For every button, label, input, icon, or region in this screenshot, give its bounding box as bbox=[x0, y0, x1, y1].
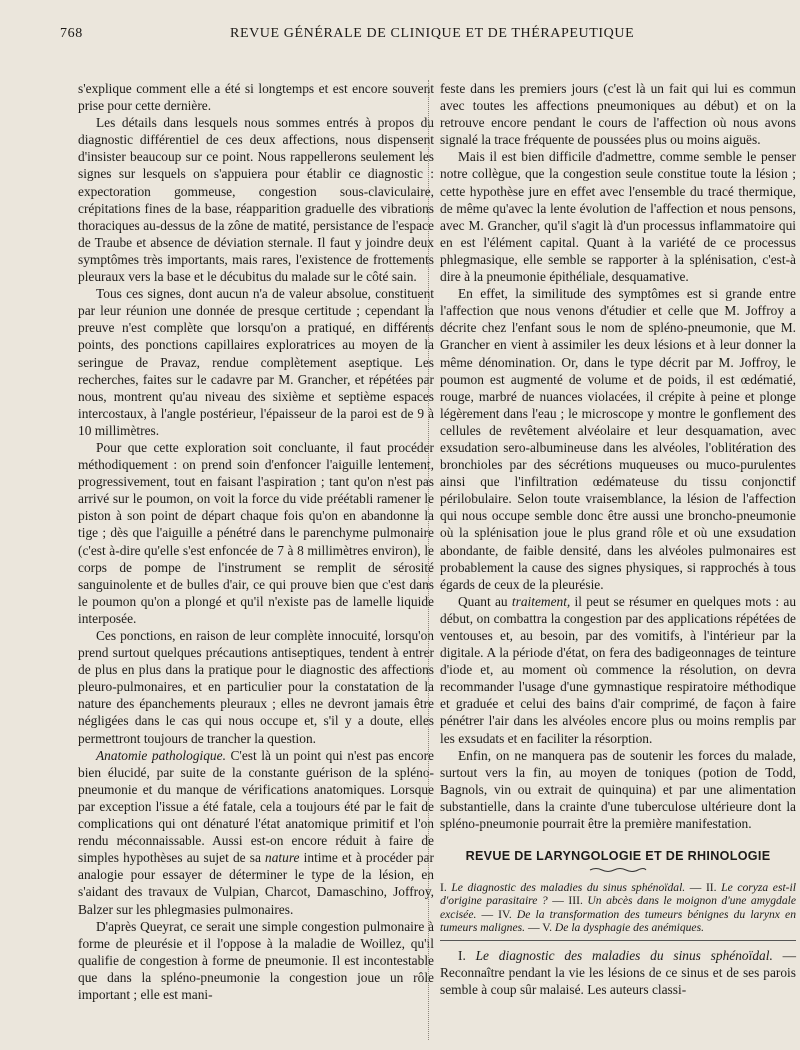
right-column bbox=[440, 80, 796, 998]
running-title: REVUE GÉNÉRALE DE CLINIQUE ET DE THÉRAPEUTIQUE bbox=[230, 26, 635, 41]
paragraph-sinus bbox=[440, 947, 796, 998]
toc-item: Le diagnostic des maladies du sinus sphénoïdal. bbox=[451, 881, 686, 895]
toc-item: Un abcès dans le moignon d'une amygdale excisée. bbox=[440, 894, 797, 921]
toc-number: — III. bbox=[552, 894, 583, 908]
section-header bbox=[440, 848, 796, 873]
text-run: I. bbox=[458, 948, 476, 964]
italic-word: traitement, bbox=[511, 593, 571, 609]
toc-number: — IV. bbox=[481, 907, 512, 921]
toc-item: De la dysphagie des anémiques. bbox=[554, 920, 704, 934]
section-title: REVUE DE LARYNGOLOGIE ET DE RHINOLOGIE bbox=[465, 849, 771, 864]
toc-item: De la transformation des tumeurs bénignes du larynx en tumeurs malignes. bbox=[440, 907, 796, 934]
text-run: C'est là un point qui n'est pas encore bien élucidé, par suite de la constante guérison de la spléno-pneumonie et du manque de vérifications anatomiques. Lorsque par exception l'issue a été fatale, cela a toujours été par le fait de complications qui ont dénaturé l'état anatomique primitif et l'on rendu méconnaissable. Aussi est-on encore réduit à faire de simples hypothèses au sujet de sa bbox=[78, 747, 434, 866]
page-number: 768 bbox=[60, 26, 83, 41]
text-run: — Reconnaître pendant la vie les lésions de ce sinus et de ses parois semble à coup sûr malaisé. Les auteurs classi- bbox=[440, 948, 796, 998]
left-column bbox=[78, 80, 434, 1003]
text-run: intime et à procéder par analogie pour essayer de déterminer le type de la lésion, en s'aidant des travaux de Vulpian, Charcot, Damaschino, Joffroy, Balzer sur les phlegmasies pulmonaires. bbox=[78, 850, 434, 917]
paragraph: Tous ces signes, dont aucun n'a de valeur absolue, constituent par leur réunion une donnée de presque certitude ; cependant la preuve n'est complète que lorsqu'on a pratiqué, en différents points, des ponctions capillaires exploratrices au moyen de la seringue de Pravaz, rendue complètement aseptique. Les recherches, faites sur le cadavre par M. Grancher, et répétées par nous, montrent qu'au niveau des sixième et septième espaces intercostaux, à l'angle postérieur, l'épaisseur de la paroi est de 9 à 10 millimètres. bbox=[78, 286, 434, 438]
paragraph: Ces ponctions, en raison de leur complète innocuité, lorsqu'on prend surtout quelques précautions antiseptiques, tendent à entrer de plus en plus dans la pratique pour le diagnostic des affections pleuro-pulmonaires, et en particulier pour la constatation de la nature des épanchements pleuraux ; elles ne devront jamais être négligées dans le cas qui nous occupe et, s'il y a doute, elles permettront toujours de trancher la question. bbox=[78, 628, 434, 746]
toc-number: I. bbox=[440, 881, 447, 895]
toc-number: — V. bbox=[527, 920, 552, 934]
paragraph: Les détails dans lesquels nous sommes entrés à propos du diagnostic différentiel de ces deux affections, nous dispensent d'insister beaucoup sur ce point. Nous rappellerons seulement les signes sur lesquels on s'appuiera pour établir ce diagnostic : expectoration gommeuse, congestion sous-claviculaire, crépitations fines de la base, réapparition graduelle des vibrations thoraciques au-dessus de la zône de matité, persistance de l'espace de Traube et absence de déviation sternale. Il faut y joindre deux symptômes très importants, mais rares, l'existence de frottements pleuraux vers la base et le décubitus du malade sur le côté sain. bbox=[78, 115, 434, 285]
paragraph-traitement bbox=[440, 593, 796, 747]
paragraph: D'après Queyrat, ce serait une simple congestion pulmonaire à forme de pleurésie et il l'oppose à la maladie de Woillez, qu'il qualifie de congestion à forme de pneumonie. Il est incontestable que dans la spléno-pneumonie la congestion joue un rôle important ; elle est mani- bbox=[78, 918, 434, 1002]
paragraph: Mais il est bien difficile d'admettre, comme semble le penser notre collègue, que la congestion seule constitue toute la lésion ; cette hypothèse jure en effet avec l'ensemble du tracé thermique, de même qu'avec la lente évolution de l'affection et nous pensons, avec M. Grancher, qu'il s'agit là d'un processus inflammatoire qui en est l'élément capital. Quant à la variété de ce processus phlegmasique, elle semble se rapporter à la splénisation, c'est-à dire à la pneumonie épithéliale, desquamative. bbox=[440, 149, 796, 285]
paragraph: Pour que cette exploration soit concluante, il faut procéder méthodiquement : on prend soin d'enfoncer l'aiguille lentement, progressivement, tout en faisant l'aspiration ; tant qu'on n'est pas arrivé sur le poumon, on voit la force du vide préétabli ramener le piston à son point de départ chaque fois qu'on en abandonne la tige ; dès que l'aiguille a pénétré dans le parenchyme pulmonaire (c'est à-dire qu'elle s'est enfoncée de 7 à 8 millimètres environ), le corps de pompe de l'instrument se remplit de sérosité sanguinolente et de bulles d'air, ce qui prouve bien que c'est dans le poumon qu'on a plongé et qu'il n'existe pas de lamelle liquide interposée. bbox=[78, 439, 434, 626]
paragraph: feste dans les premiers jours (c'est là un fait qui lui es commun avec toutes les affections pneumoniques au début) et on la retrouve encore pendant le cours de l'affection où nous avons signalé la trace fréquente de poussées plus ou moins aiguës. bbox=[440, 81, 796, 148]
page-header bbox=[60, 24, 770, 46]
italic-word: nature bbox=[265, 850, 300, 866]
toc-item: Le coryza est-il d'origine parasitaire ? bbox=[440, 881, 796, 908]
section-contents bbox=[440, 881, 796, 941]
paragraph: s'explique comment elle a été si longtemps et est encore souvent prise pour cette dernière. bbox=[78, 81, 434, 114]
column-divider bbox=[428, 80, 429, 1040]
paragraph: En effet, la similitude des symptômes est si grande entre l'affection que nous venons d'étudier et celle que M. Joffroy a décrite chez l'enfant sous le nom de spléno-pneumonie, que M. Grancher en vient à assimiler les deux lésions et à leur donner la même dénomination. Or, dans le type décrit par M. Joffroy, le poumon est augmenté de volume et de poids, il est œdématié, rouge, marbré de nuances violacées, il crépite à peine et plonge légèrement dans l'eau ; le microscope y montre le gonflement des cellules de revêtement alvéolaire et leur desquamation, avec exsudation sero-albumineuse dans les alvéoles, l'oblitération des bronchioles par des sécrétions muqueuses ou muco-purulentes ainsi que l'infiltration œdémateuse du tissu conjonctif périlobulaire. Selon toute vraisemblance, la lésion de l'affection qui nous occupe semble donc être aussi une broncho-pneumonie où la splénisation joue le plus grand rôle et où une exsudation abondante, de faible densité, dans les alvéoles pulmonaires est probablement la cause des signes physiques, si rapprochés à tous égards de ceux de la pleurésie. bbox=[440, 286, 796, 592]
paragraph-anatomie bbox=[78, 747, 434, 918]
flourish-icon bbox=[588, 867, 648, 873]
section-heading-italic: Anatomie pathologique. bbox=[96, 747, 226, 763]
text-run: il peut se résumer en quelques mots : au début, on combattra la congestion par des applications répétées de ventouses et, au besoin, par des vomitifs, à l'intérieur par la digitale. A la période d'état, on fera des badigeonnages de teinture d'iode et, au moment où commence la résolution, on devra recommander l'usage d'une gymnastique respiratoire méthodique et graduée et celui des bains d'air comprimé, de façon à faire pénétrer l'air dans les alvéoles encore plus ou moins remplis par les exsudats et en faciliter la résorption. bbox=[440, 593, 797, 746]
paragraph: Enfin, on ne manquera pas de soutenir les forces du malade, surtout vers la fin, au moyen de toniques (potion de Todd, Bagnols, vin ou extrait de quinquina) et par une alimentation substantielle, dans la crainte d'une tuberculose ultérieure dont la spléno-pneumonie pourrait être la première manifestation. bbox=[440, 747, 796, 832]
toc-number: — II. bbox=[689, 881, 717, 895]
text-run: Quant au bbox=[458, 593, 512, 609]
subsection-heading-italic: Le diagnostic des maladies du sinus sphénoïdal. bbox=[475, 948, 773, 964]
